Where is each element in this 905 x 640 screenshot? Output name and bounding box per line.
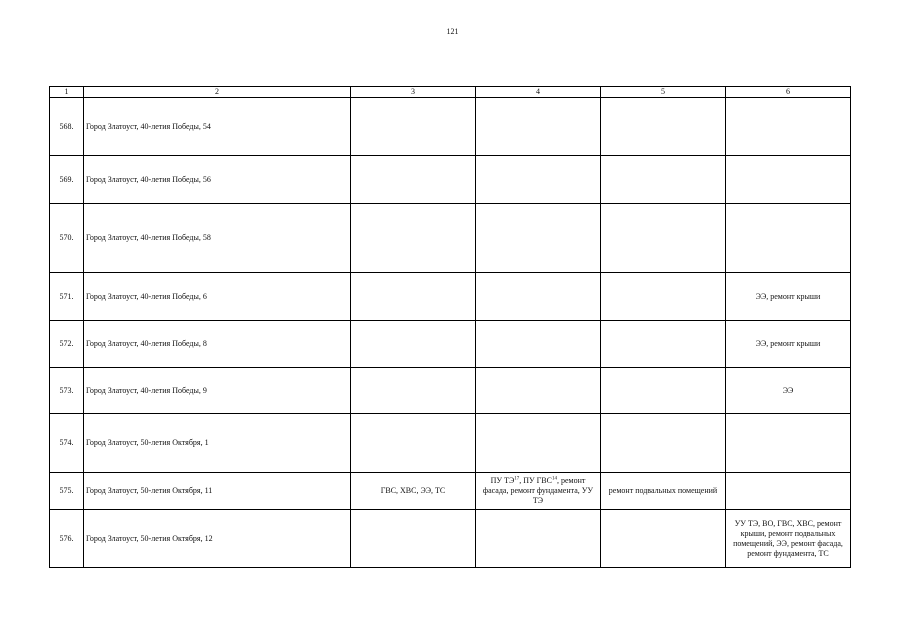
table-row [50, 98, 851, 156]
footnote-ref: 17 [514, 476, 520, 482]
footnote-ref: 14 [551, 476, 557, 482]
row-cell-6: ЭЭ, ремонт крыши [726, 321, 851, 368]
row-cell-6 [726, 156, 851, 204]
row-cell-4 [476, 98, 601, 156]
table-row [50, 204, 851, 273]
row-number: 568. [50, 98, 84, 156]
row-cell-3: ГВС, ХВС, ЭЭ, ТС [351, 473, 476, 510]
row-number: 576. [50, 510, 84, 568]
row-cell-3 [351, 321, 476, 368]
row-cell-4 [476, 156, 601, 204]
row-cell-4 [476, 510, 601, 568]
row-cell-5 [601, 414, 726, 473]
row-number: 574. [50, 414, 84, 473]
column-header: 3 [351, 87, 476, 98]
registry-table [49, 86, 851, 568]
row-number: 569. [50, 156, 84, 204]
row-address: Город Златоуст, 40-летия Победы, 56 [84, 156, 351, 204]
row-cell-6: ЭЭ, ремонт крыши [726, 273, 851, 321]
row-cell-6: УУ ТЭ, ВО, ГВС, ХВС, ремонт крыши, ремонт подвальных помещений, ЭЭ, ремонт фасада, ремонт фундамента, ТС [726, 510, 851, 568]
row-cell-3 [351, 414, 476, 473]
row-address: Город Златоуст, 40-летия Победы, 8 [84, 321, 351, 368]
row-address: Город Златоуст, 50-летия Октября, 11 [84, 473, 351, 510]
row-cell-4 [476, 473, 601, 510]
cell-text: , ремонт фасада, ремонт фундамента, УУ ТЭ [482, 476, 594, 505]
row-number: 572. [50, 321, 84, 368]
row-number: 575. [50, 473, 84, 510]
row-number: 573. [50, 368, 84, 414]
row-cell-5 [601, 368, 726, 414]
row-cell-3 [351, 273, 476, 321]
cell-text: , ПУ ГВС [519, 476, 552, 485]
table-row [50, 321, 851, 368]
row-cell-3 [351, 510, 476, 568]
row-address: Город Златоуст, 40-летия Победы, 9 [84, 368, 351, 414]
row-cell-4 [476, 273, 601, 321]
table-row [50, 473, 851, 510]
page-number: 121 [446, 27, 459, 36]
row-cell-3 [351, 204, 476, 273]
table-row [50, 510, 851, 568]
row-cell-5 [601, 510, 726, 568]
row-cell-6: ЭЭ [726, 368, 851, 414]
row-cell-6 [726, 473, 851, 510]
row-cell-5 [601, 321, 726, 368]
row-cell-4 [476, 204, 601, 273]
column-header: 2 [84, 87, 351, 98]
row-cell-5 [601, 273, 726, 321]
row-cell-6 [726, 204, 851, 273]
row-cell-3 [351, 368, 476, 414]
row-cell-5 [601, 204, 726, 273]
row-number: 571. [50, 273, 84, 321]
row-cell-6 [726, 98, 851, 156]
column-header: 4 [476, 87, 601, 98]
row-number: 570. [50, 204, 84, 273]
column-header: 6 [726, 87, 851, 98]
row-cell-4 [476, 414, 601, 473]
table-row [50, 414, 851, 473]
table-row [50, 156, 851, 204]
table-row [50, 273, 851, 321]
row-address: Город Златоуст, 40-летия Победы, 6 [84, 273, 351, 321]
row-cell-6 [726, 414, 851, 473]
row-cell-4 [476, 368, 601, 414]
cell-text: ПУ ТЭ [490, 476, 515, 485]
row-address: Город Златоуст, 40-летия Победы, 58 [84, 204, 351, 273]
row-cell-4 [476, 321, 601, 368]
row-address: Город Златоуст, 50-летия Октября, 12 [84, 510, 351, 568]
row-address: Город Златоуст, 50-летия Октября, 1 [84, 414, 351, 473]
row-cell-3 [351, 98, 476, 156]
column-header: 1 [50, 87, 84, 98]
row-cell-3 [351, 156, 476, 204]
header-row [50, 87, 851, 98]
row-cell-5: ремонт подвальных помещений [601, 473, 726, 510]
row-address: Город Златоуст, 40-летия Победы, 54 [84, 98, 351, 156]
column-header: 5 [601, 87, 726, 98]
table-row [50, 368, 851, 414]
row-cell-5 [601, 156, 726, 204]
row-cell-5 [601, 98, 726, 156]
